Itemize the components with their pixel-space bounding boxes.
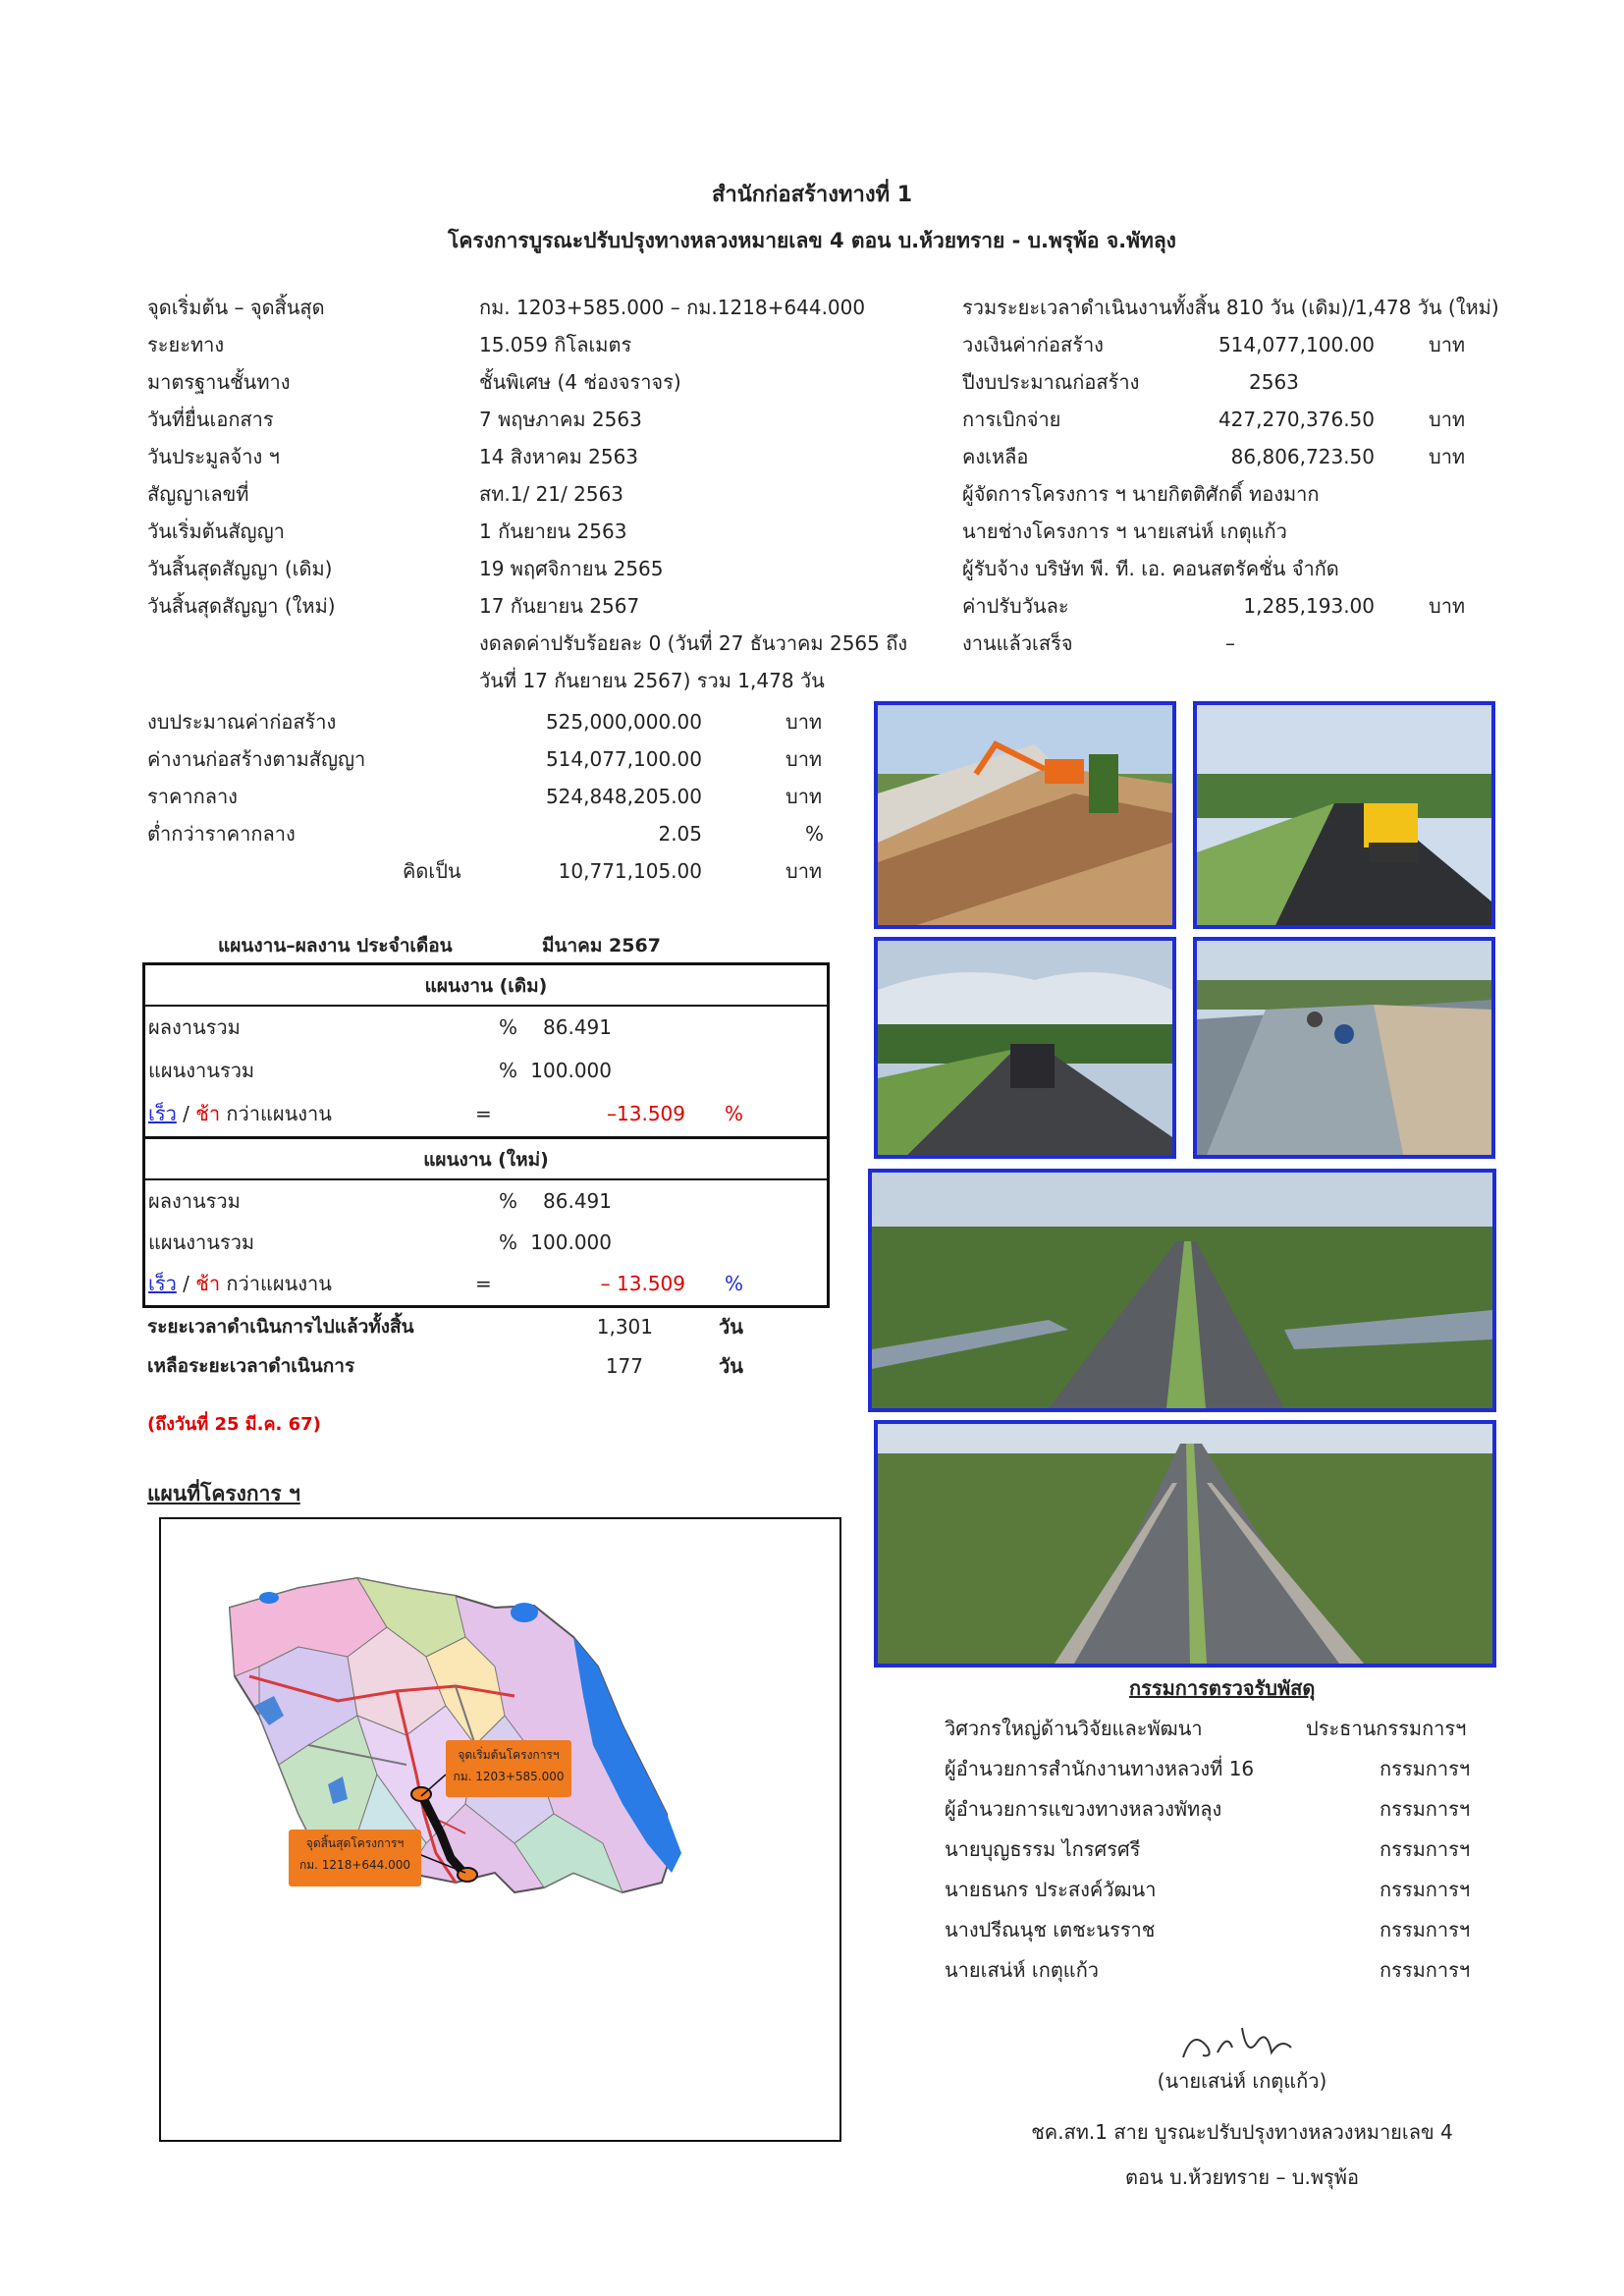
compare-line bbox=[148, 1271, 332, 1296]
budget-label: ต่ำกว่าราคากลาง bbox=[147, 822, 296, 846]
extension-note: งดลดค่าปรับร้อยละ 0 (วันที่ 27 ธันวาคม 2565 ถึง bbox=[479, 631, 908, 655]
progress-heading: แผนงาน–ผลงาน ประจำเดือน bbox=[218, 935, 453, 957]
budget-label: งบประมาณค่าก่อสร้าง bbox=[147, 710, 337, 734]
penalty-unit: บาท bbox=[1429, 594, 1466, 618]
remain-label: เหลือระยะเวลาดำเนินการ bbox=[147, 1355, 355, 1377]
budget-label: ราคากลาง bbox=[147, 785, 238, 808]
end-callout-km: กม. 1218+644.000 bbox=[298, 1858, 411, 1872]
map-graphic bbox=[161, 1519, 839, 2140]
fast-label: เร็ว bbox=[148, 1272, 177, 1295]
committee-role: กรรมการฯ bbox=[1380, 1837, 1471, 1861]
info-value: 7 พฤษภาคม 2563 bbox=[479, 408, 642, 431]
committee-member: นายเสน่ห์ เกตุแก้ว bbox=[945, 1958, 1100, 1982]
info-unit: บาท bbox=[1429, 445, 1466, 468]
info-unit: บาท bbox=[1429, 333, 1466, 356]
info-value: 86,806,723.50 bbox=[1230, 445, 1375, 468]
diff-value: –13.509 bbox=[607, 1102, 685, 1125]
budget-unit: % bbox=[805, 822, 825, 846]
plan-value: 100.000 bbox=[530, 1230, 612, 1254]
info-label: วันเริ่มต้นสัญญา bbox=[147, 519, 285, 543]
plan-title: แผนงาน (เดิม) bbox=[424, 975, 548, 997]
photo-graphic bbox=[1197, 705, 1491, 925]
diff-unit: % bbox=[725, 1272, 744, 1295]
committee-member: นายธนกร ประสงค์วัฒนา bbox=[945, 1878, 1157, 1901]
plan-label: แผนงานรวม bbox=[148, 1230, 255, 1254]
committee-role: กรรมการฯ bbox=[1380, 1918, 1471, 1941]
photo-road-roller bbox=[1193, 701, 1495, 929]
info-value: 19 พฤศจิกายน 2565 bbox=[479, 557, 664, 580]
committee-member: วิศวกรใหญ่ด้านวิจัยและพัฒนา bbox=[945, 1717, 1203, 1740]
progress-old-box bbox=[142, 962, 830, 1139]
info-label: วันสิ้นสุดสัญญา (เดิม) bbox=[147, 557, 333, 580]
as-of-date: (ถึงวันที่ 25 มี.ค. 67) bbox=[147, 1414, 321, 1435]
project-manager: ผู้จัดการโครงการ ฯ นายกิตติศักดิ์ ทองมาก bbox=[962, 482, 1320, 506]
project-map bbox=[159, 1517, 841, 2142]
committee-member: นางปรีณนุช เตชะนรราช bbox=[945, 1918, 1156, 1941]
photo-graphic bbox=[878, 1424, 1492, 1664]
budget-label: คิดเป็น bbox=[403, 859, 461, 883]
info-value: 514,077,100.00 bbox=[1218, 333, 1375, 356]
signer-position: ชค.สท.1 สาย บูรณะปรับปรุงทางหลวงหมายเลข 4 bbox=[1031, 2120, 1453, 2144]
done-label: งานแล้วเสร็จ bbox=[962, 631, 1073, 655]
fast-label: เร็ว bbox=[148, 1102, 177, 1125]
photo-graphic bbox=[872, 1173, 1492, 1408]
committee-role: ประธานกรรมการฯ bbox=[1306, 1717, 1467, 1740]
committee-role: กรรมการฯ bbox=[1380, 1797, 1471, 1821]
info-label: สัญญาเลขที่ bbox=[147, 482, 249, 506]
committee-member: ผู้อำนวยการแขวงทางหลวงพัทลุง bbox=[945, 1797, 1222, 1821]
info-value: 427,270,376.50 bbox=[1218, 408, 1375, 431]
photo-paving-work bbox=[1193, 937, 1495, 1159]
budget-unit: บาท bbox=[785, 785, 823, 808]
plan-title: แผนงาน (ใหม่) bbox=[423, 1149, 549, 1171]
actual-value: 86.491 bbox=[543, 1015, 612, 1039]
done-value: – bbox=[1225, 631, 1235, 655]
slow-label: ช้า bbox=[195, 1272, 221, 1295]
slash: / bbox=[176, 1102, 196, 1125]
compare-line bbox=[148, 1101, 332, 1126]
plan-unit: % bbox=[499, 1059, 518, 1082]
actual-unit: % bbox=[499, 1189, 518, 1213]
info-label: วันที่ยื่นเอกสาร bbox=[147, 408, 274, 431]
photo-graphic bbox=[878, 705, 1172, 925]
actual-label: ผลงานรวม bbox=[148, 1189, 241, 1213]
info-label: วงเงินค่าก่อสร้าง bbox=[962, 333, 1104, 356]
info-unit: บาท bbox=[1429, 408, 1466, 431]
slow-label: ช้า bbox=[195, 1102, 221, 1125]
compare-label: กว่าแผนงาน bbox=[220, 1272, 332, 1295]
info-value: 1 กันยายน 2563 bbox=[479, 519, 627, 543]
info-value: สท.1/ 21/ 2563 bbox=[479, 482, 624, 506]
budget-label: ค่างานก่อสร้างตามสัญญา bbox=[147, 747, 366, 771]
committee-heading: กรรมการตรวจรับพัสดุ bbox=[1129, 1676, 1316, 1700]
committee-member: นายบุญธรรม ไกรศรศรี bbox=[945, 1837, 1141, 1861]
info-value: 17 กันยายน 2567 bbox=[479, 594, 640, 618]
penalty-label: ค่าปรับวันละ bbox=[962, 594, 1069, 618]
photo-excavation bbox=[874, 701, 1176, 929]
diff-value: – 13.509 bbox=[600, 1272, 685, 1295]
divider bbox=[145, 1005, 827, 1007]
progress-month: มีนาคม 2567 bbox=[542, 935, 661, 957]
elapsed-unit: วัน bbox=[719, 1315, 743, 1339]
committee-role: กรรมการฯ bbox=[1380, 1878, 1471, 1901]
info-label: มาตรฐานชั้นทาง bbox=[147, 370, 291, 394]
elapsed-label: ระยะเวลาดำเนินการไปแล้วทั้งสิ้น bbox=[147, 1316, 414, 1338]
progress-new-box bbox=[142, 1136, 830, 1308]
remain-unit: วัน bbox=[719, 1354, 743, 1378]
slash: / bbox=[176, 1272, 196, 1295]
divider bbox=[145, 1178, 827, 1180]
plan-unit: % bbox=[499, 1230, 518, 1254]
photo-graphic bbox=[1197, 941, 1491, 1155]
project-engineer: นายช่างโครงการ ฯ นายเสน่ห์ เกตุแก้ว bbox=[962, 519, 1287, 543]
info-label: ระยะทาง bbox=[147, 333, 225, 356]
info-value: ชั้นพิเศษ (4 ช่องจราจร) bbox=[479, 370, 681, 394]
photo-aerial-road bbox=[868, 1169, 1496, 1412]
extension-note: วันที่ 17 กันยายน 2567) รวม 1,478 วัน bbox=[479, 669, 825, 692]
info-value: 15.059 กิโลเมตร bbox=[479, 333, 632, 356]
info-value: 2563 bbox=[1249, 370, 1299, 394]
info-label: วันสิ้นสุดสัญญา (ใหม่) bbox=[147, 594, 336, 618]
info-label: คงเหลือ bbox=[962, 445, 1029, 468]
plan-value: 100.000 bbox=[530, 1059, 612, 1082]
budget-value: 524,848,205.00 bbox=[545, 785, 702, 808]
penalty-value: 1,285,193.00 bbox=[1243, 594, 1375, 618]
photo-asphalt-sprayer bbox=[874, 937, 1176, 1159]
committee-role: กรรมการฯ bbox=[1380, 1757, 1471, 1780]
start-callout-km: กม. 1203+585.000 bbox=[453, 1770, 565, 1783]
budget-unit: บาท bbox=[785, 747, 823, 771]
info-label: การเบิกจ่าย bbox=[962, 408, 1061, 431]
project-subtitle: โครงการบูรณะปรับปรุงทางหลวงหมายเลข 4 ตอน บ.ห้วยทราย - บ.พรุพ้อ จ.พัทลุง bbox=[448, 229, 1176, 252]
info-label: จุดเริ่มต้น – จุดสิ้นสุด bbox=[147, 296, 325, 319]
contractor: ผู้รับจ้าง บริษัท พี. ที. เอ. คอนสตรัคชั่น จำกัด bbox=[962, 557, 1339, 580]
remain-value: 177 bbox=[605, 1354, 643, 1378]
info-value: กม. 1203+585.000 – กม.1218+644.000 bbox=[479, 296, 866, 319]
info-label: ปีงบประมาณก่อสร้าง bbox=[962, 370, 1140, 394]
equals-sign: = bbox=[475, 1102, 492, 1125]
actual-unit: % bbox=[499, 1015, 518, 1039]
page-title: สำนักก่อสร้างทางที่ 1 bbox=[711, 183, 913, 207]
diff-unit: % bbox=[725, 1102, 744, 1125]
duration-text: รวมระยะเวลาดำเนินงานทั้งสิ้น 810 วัน (เดิม)/1,478 วัน (ใหม่) bbox=[962, 296, 1499, 319]
end-callout-label: จุดสิ้นสุดโครงการฯ bbox=[305, 1836, 405, 1850]
equals-sign: = bbox=[475, 1272, 492, 1295]
elapsed-value: 1,301 bbox=[596, 1315, 653, 1339]
photo-graphic bbox=[878, 941, 1172, 1155]
budget-unit: บาท bbox=[785, 710, 823, 734]
budget-value: 10,771,105.00 bbox=[558, 859, 702, 883]
signer-name: (นายเสน่ห์ เกตุแก้ว) bbox=[1157, 2069, 1327, 2093]
info-label: วันประมูลจ้าง ฯ bbox=[147, 445, 280, 468]
budget-value: 525,000,000.00 bbox=[545, 710, 702, 734]
signature-icon bbox=[1173, 2018, 1301, 2067]
budget-value: 514,077,100.00 bbox=[545, 747, 702, 771]
committee-member: ผู้อำนวยการสำนักงานทางหลวงที่ 16 bbox=[945, 1757, 1255, 1780]
actual-value: 86.491 bbox=[543, 1189, 612, 1213]
actual-label: ผลงานรวม bbox=[148, 1015, 241, 1039]
committee-role: กรรมการฯ bbox=[1380, 1958, 1471, 1982]
signer-position: ตอน บ.ห้วยทราย – บ.พรุพ้อ bbox=[1125, 2165, 1359, 2189]
budget-value: 2.05 bbox=[658, 822, 702, 846]
compare-label: กว่าแผนงาน bbox=[220, 1102, 332, 1125]
budget-unit: บาท bbox=[785, 859, 823, 883]
start-callout-label: จุดเริ่มต้นโครงการฯ bbox=[458, 1748, 560, 1762]
photo-aerial-highway bbox=[874, 1420, 1496, 1667]
info-value: 14 สิงหาคม 2563 bbox=[479, 445, 639, 468]
map-heading: แผนที่โครงการ ฯ bbox=[147, 1482, 300, 1505]
plan-label: แผนงานรวม bbox=[148, 1059, 255, 1082]
